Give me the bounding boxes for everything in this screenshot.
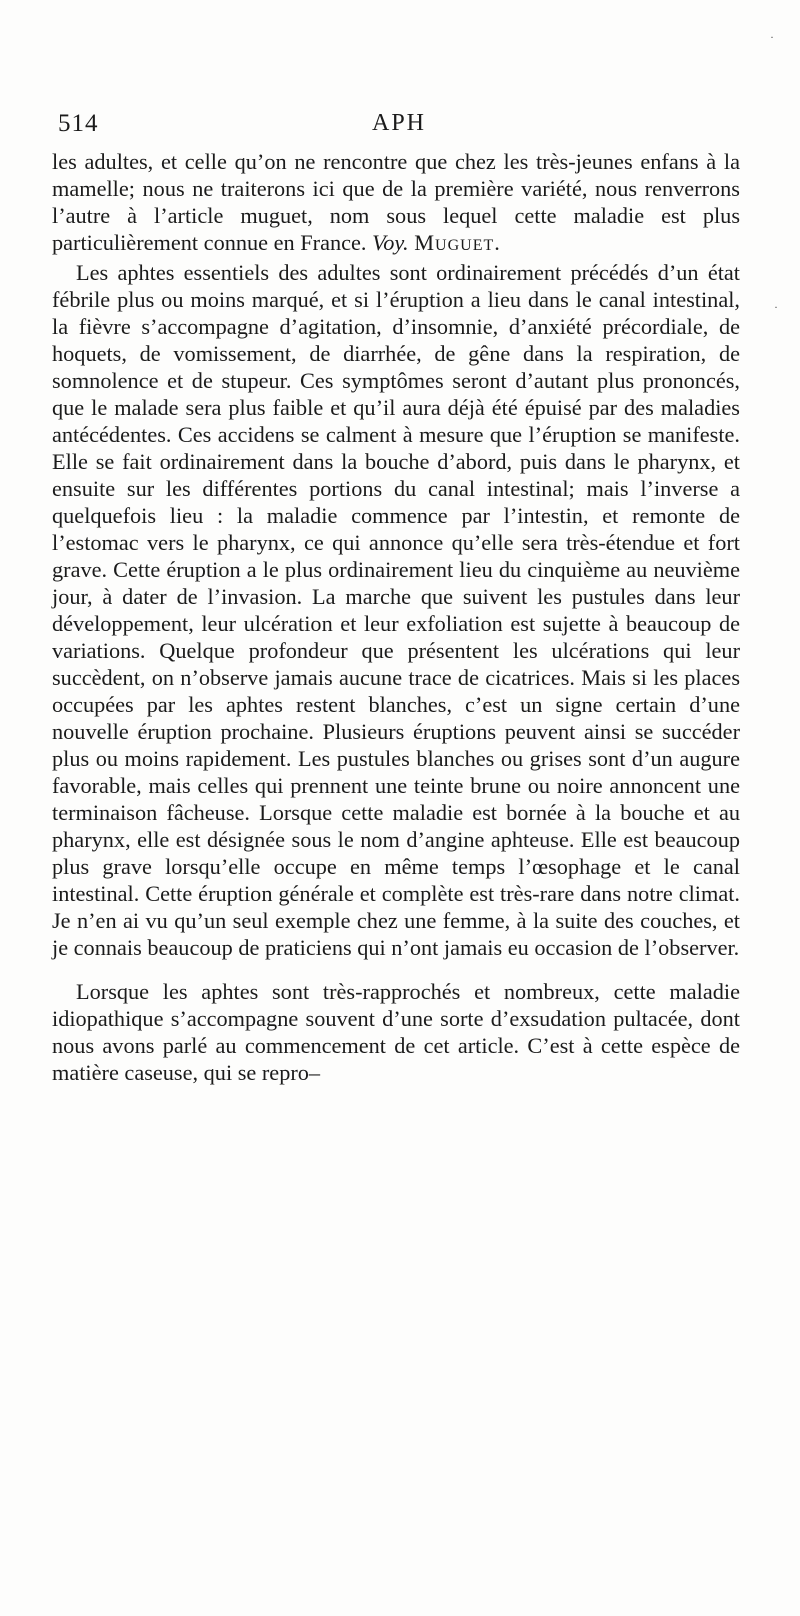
paragraph-1-text: les adultes, et celle qu’on ne rencontre que chez les très-jeunes enfans à la mamelle; nous ne traiterons ici que de la première variété, nous renverrons l’autre à l’article muguet, nom sous lequel cette maladie est plus particulièrement connue en France. — [52, 149, 740, 255]
margin-mark: · — [770, 30, 774, 44]
running-head: APH — [371, 110, 426, 136]
body-text — [52, 148, 740, 1086]
margin-mark: · — [774, 300, 778, 314]
paragraph-1 — [52, 148, 740, 256]
page-number: 514 — [58, 110, 99, 137]
paragraph-2: Les aphtes essentiels des adultes sont ordinairement précédés d’un état fébrile plus ou moins marqué, et si l’éruption a lieu dans le canal intestinal, la fièvre s’accompagne d’agitation, d’insomnie, d’anxiété précordiale, de hoquets, de vomissement, de diarrhée, de gêne dans la respiration, de somnolence et de stupeur. Ces symptômes seront d’autant plus prononcés, que le malade sera plus faible et qu’il aura déjà été épuisé par des maladies antécédentes. Ces accidens se calment à mesure que l’éruption se manifeste. Elle se fait ordinairement dans la bouche d’abord, puis dans le pharynx, et ensuite sur les différentes portions du canal intestinal; mais l’inverse a quelquefois lieu : la maladie commence par l’intestin, et remonte de l’estomac vers le pharynx, ce qui annonce qu’elle sera très-étendue et fort grave. Cette éruption a le plus ordinairement lieu du cinquième au neuvième jour, à dater de l’invasion. La marche que suivent les pustules dans leur développement, leur ulcération et leur exfoliation est sujette à beaucoup de variations. Quelque profondeur que présentent les ulcérations qui leur succèdent, on n’observe jamais aucune trace de cicatrices. Mais si les places occupées par les aphtes restent blanches, c’est un signe certain d’une nouvelle éruption prochaine. Plusieurs éruptions peuvent ainsi se succéder plus ou moins rapidement. Les pustules blanches ou grises sont d’un augure favorable, mais celles qui prennent une teinte brune ou noire annoncent une terminaison fâcheuse. Lorsque cette maladie est bornée à la bouche et au pharynx, elle est désignée sous le nom d’angine aphteuse. Elle est beaucoup plus grave lorsqu’elle occupe en même temps l’œsophage et le canal intestinal. Cette éruption générale et complète est très-rare dans notre climat. Je n’en ai vu qu’un seul exemple chez une femme, à la suite des couches, et je connais beaucoup de praticiens qui n’ont jamais eu occasion de l’observer. — [52, 260, 740, 960]
page-header — [58, 110, 740, 144]
cross-reference-target: Muguet. — [414, 230, 501, 255]
cross-reference-prefix: Voy. — [372, 230, 409, 255]
paragraph-3: Lorsque les aphtes sont très-rapprochés et nombreux, cette maladie idiopathique s’accompagne souvent d’une sorte d’exsudation pultacée, dont nous avons parlé au commencement de cet article. C’est à cette espèce de matière caseuse, qui se repro– — [52, 979, 740, 1085]
